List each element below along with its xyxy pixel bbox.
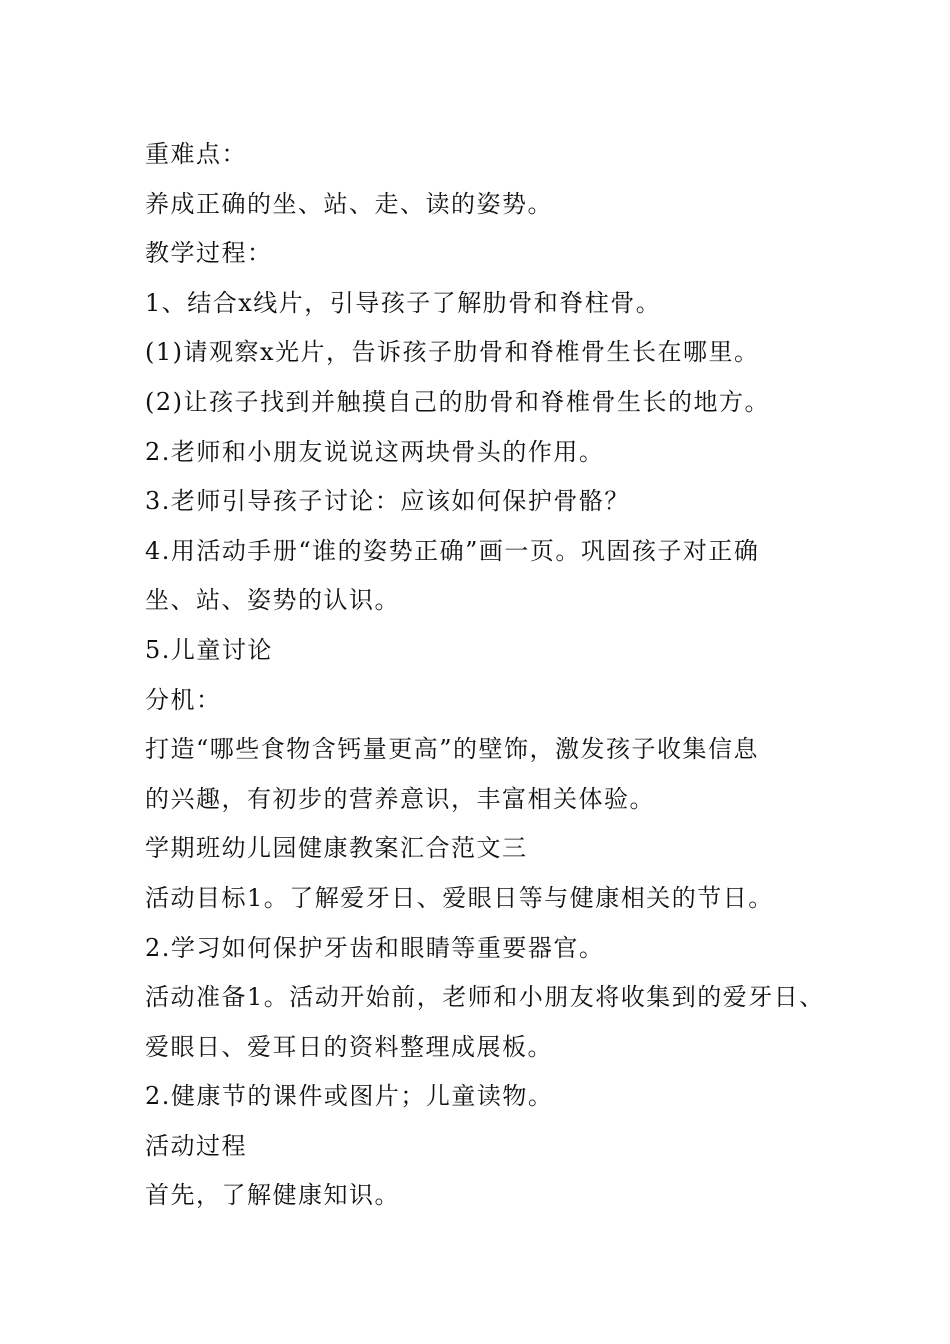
text-line: 1、结合x线片，引导孩子了解肋骨和脊柱骨。 [145,288,662,317]
text-line: 重难点： [145,140,247,168]
text-line: 活动目标1。了解爱牙日、爱眼日等与健康相关的节日。 [145,883,774,912]
text-line: 2.老师和小朋友说说这两块骨头的作用。 [145,437,605,466]
text-line: 坐、站、姿势的认识。 [145,586,400,615]
text-line: 2.学习如何保护牙齿和眼睛等重要器官。 [145,933,605,962]
text-line: 首先，了解健康知识。 [145,1181,400,1210]
text-line: 活动过程 [145,1131,247,1160]
text-line: 教学过程： [145,239,273,268]
document-body [145,130,845,1221]
text-line: (2)让孩子找到并触摸自己的肋骨和脊椎骨生长的地方。 [145,387,770,416]
text-line: 打造“哪些食物含钙量更高”的壁饰，激发孩子收集信息 [145,735,760,764]
text-line: 5.儿童讨论 [145,635,273,664]
text-line: 3.老师引导孩子讨论：应该如何保护骨骼？ [145,487,630,516]
text-line: 养成正确的坐、站、走、读的姿势。 [145,189,553,218]
text-line: 4.用活动手册“谁的姿势正确”画一页。巩固孩子对正确 [145,536,760,565]
text-line: 2.健康节的课件或图片；儿童读物。 [145,1082,554,1111]
section-heading: 学期班幼儿园健康教案汇合范文三 [145,834,528,863]
text-line: 分机： [145,685,222,714]
text-line: 活动准备1。活动开始前，老师和小朋友将收集到的爱牙日、 [145,983,825,1012]
text-line: 的兴趣，有初步的营养意识，丰富相关体验。 [145,784,655,813]
text-line: (1)请观察x光片，告诉孩子肋骨和脊椎骨生长在哪里。 [145,338,760,367]
text-line: 爱眼日、爱耳日的资料整理成展板。 [145,1032,553,1061]
